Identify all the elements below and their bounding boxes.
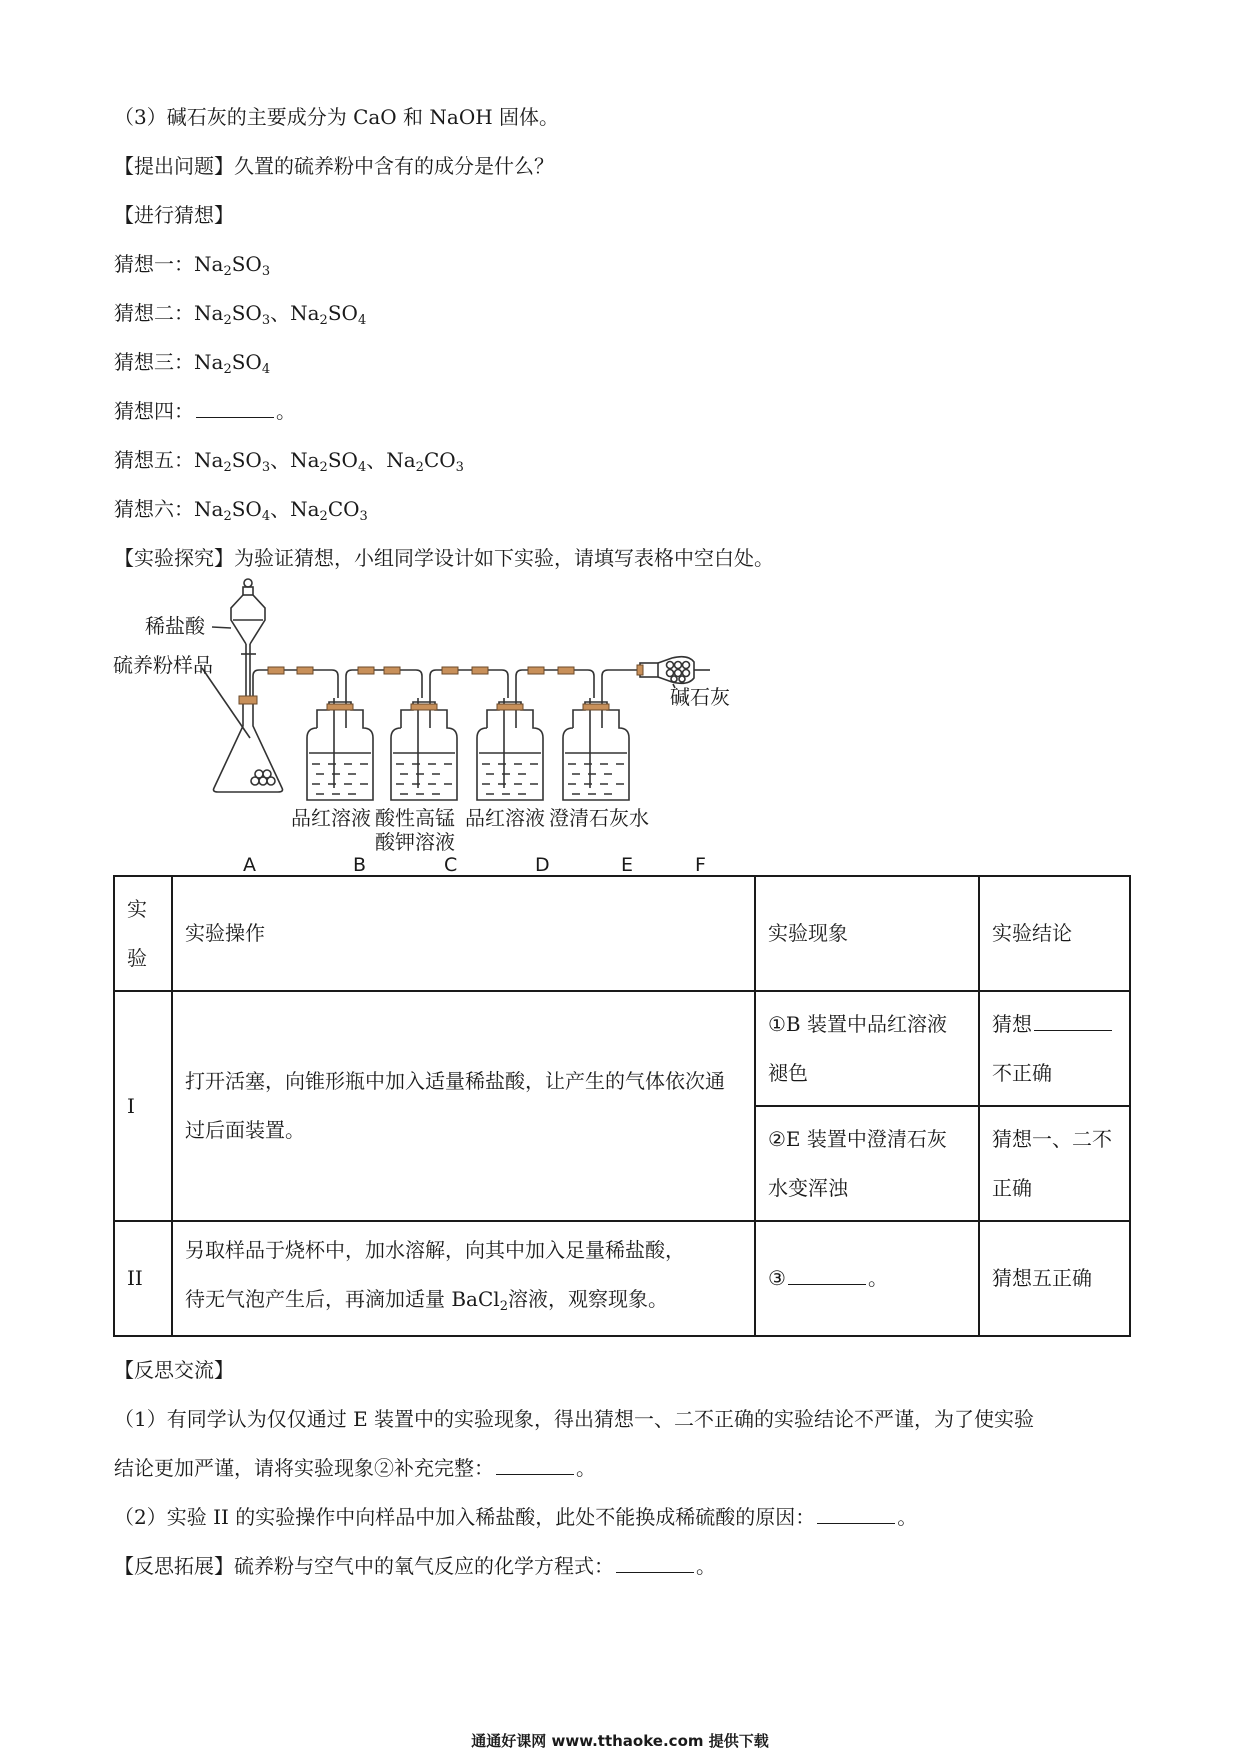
letter-b: B <box>353 854 367 876</box>
operation-cell: 另取样品于烧杯中，加水溶解，向其中加入足量稀盐酸， 待无气泡产生后，再滴加适量 BaCl$_2$溶液，观察现象。 <box>172 1221 755 1336</box>
answer-blank[interactable] <box>788 1264 866 1285</box>
bottle-e <box>563 698 629 800</box>
conjecture-3: 猜想三：$Na_2SO_4$ <box>114 350 271 377</box>
phenomenon-cell: ①B 装置中品红溶液褪色 <box>755 991 979 1106</box>
experiment-table <box>113 875 1131 1337</box>
drying-tube-f <box>640 657 710 684</box>
conjecture-label: 猜想一： <box>114 252 194 276</box>
question-heading: 【提出问题】久置的硫养粉中含有的成分是什么？ <box>114 154 554 178</box>
answer-blank[interactable] <box>1034 1010 1112 1031</box>
bottle-c-label-1: 酸性高锰 <box>375 806 455 830</box>
reflection-heading: 【反思交流】 <box>114 1358 234 1382</box>
table-row <box>114 991 1130 1106</box>
letter-c: C <box>444 854 458 876</box>
reflection-q2: （2）实验 II 的实验操作中向样品中加入稀盐酸，此处不能换成稀硫酸的原因： 。 <box>114 1505 918 1529</box>
lime-label: 碱石灰 <box>670 685 730 709</box>
conjecture-label: 猜想二： <box>114 301 194 325</box>
conclusion-cell: 猜想 不正确 <box>979 991 1130 1106</box>
bottle-c <box>391 698 457 800</box>
bottle-d-label: 品红溶液 <box>465 806 545 830</box>
header-phenomenon: 实验现象 <box>755 876 979 991</box>
row-number: I <box>114 991 172 1221</box>
table-header-row <box>114 876 1130 991</box>
extension-question: 【反思拓展】硫养粉与空气中的氧气反应的化学方程式： 。 <box>114 1554 716 1578</box>
conjecture-heading: 【进行猜想】 <box>114 203 234 227</box>
reflection-q1-line1: （1）有同学认为仅仅通过 E 装置中的实验现象，得出猜想一、二不正确的实验结论不严谨，为了使实验 <box>114 1407 1035 1431</box>
bottle-b <box>307 698 373 800</box>
answer-blank[interactable] <box>817 1503 895 1524</box>
bottle-b-label: 品红溶液 <box>291 806 371 830</box>
conjecture-4: 猜想四： 。 <box>114 399 296 423</box>
conjecture-label: 猜想六： <box>114 497 194 521</box>
row-number: II <box>114 1221 172 1336</box>
answer-blank[interactable] <box>496 1454 574 1475</box>
phenomenon-cell: ③ 。 <box>755 1221 979 1336</box>
explore-heading: 【实验探究】为验证猜想，小组同学设计如下实验，请填写表格中空白处。 <box>114 546 774 570</box>
answer-blank[interactable] <box>616 1552 694 1573</box>
conclusion-cell: 猜想一、二不正确 <box>979 1106 1130 1221</box>
bottle-d <box>477 698 543 800</box>
conjecture-2: 猜想二：$Na_2SO_3$、$Na_2SO_4$ <box>114 301 367 328</box>
letter-d: D <box>535 854 550 876</box>
conical-flask-a <box>214 698 283 792</box>
conjecture-5: 猜想五：$Na_2SO_3$、$Na_2SO_4$、$Na_2CO_3$ <box>114 448 464 475</box>
conjecture-label: 猜想五： <box>114 448 194 472</box>
separatory-funnel <box>231 579 265 698</box>
header-conclusion: 实验结论 <box>979 876 1130 991</box>
page-footer: 通通好课网 www.tthaoke.com 提供下载 <box>471 1732 769 1750</box>
conjecture-label: 猜想三： <box>114 350 194 374</box>
conjecture-label: 猜想四： <box>114 399 194 423</box>
phenomenon-cell: ②E 装置中澄清石灰水变浑浊 <box>755 1106 979 1221</box>
acid-label: 稀盐酸 <box>145 614 205 638</box>
header-operation: 实验操作 <box>172 876 755 991</box>
answer-blank[interactable] <box>196 397 274 418</box>
conclusion-cell: 猜想五正确 <box>979 1221 1130 1336</box>
reflection-q1-line2: 结论更加严谨，请将实验现象②补充完整： 。 <box>114 1456 596 1480</box>
letter-a: A <box>243 854 256 876</box>
letter-e: E <box>621 854 634 876</box>
sample-label: 硫养粉样品 <box>113 653 213 677</box>
stoppers <box>239 665 643 710</box>
table-row <box>114 1221 1130 1336</box>
letter-f: F <box>695 854 706 876</box>
note-3: （3）碱石灰的主要成分为 CaO 和 NaOH 固体。 <box>114 105 560 129</box>
bottle-e-label: 澄清石灰水 <box>549 806 649 830</box>
operation-cell: 打开活塞，向锥形瓶中加入适量稀盐酸，让产生的气体依次通过后面装置。 <box>172 991 755 1221</box>
header-experiment-no: 实 验 <box>114 876 172 991</box>
conjecture-1: 猜想一：$Na_2SO_3$ <box>114 252 271 279</box>
bottle-c-label-2: 酸钾溶液 <box>375 830 455 854</box>
apparatus-diagram <box>100 578 820 876</box>
conjecture-6: 猜想六：$Na_2SO_4$、$Na_2CO_3$ <box>114 497 368 524</box>
